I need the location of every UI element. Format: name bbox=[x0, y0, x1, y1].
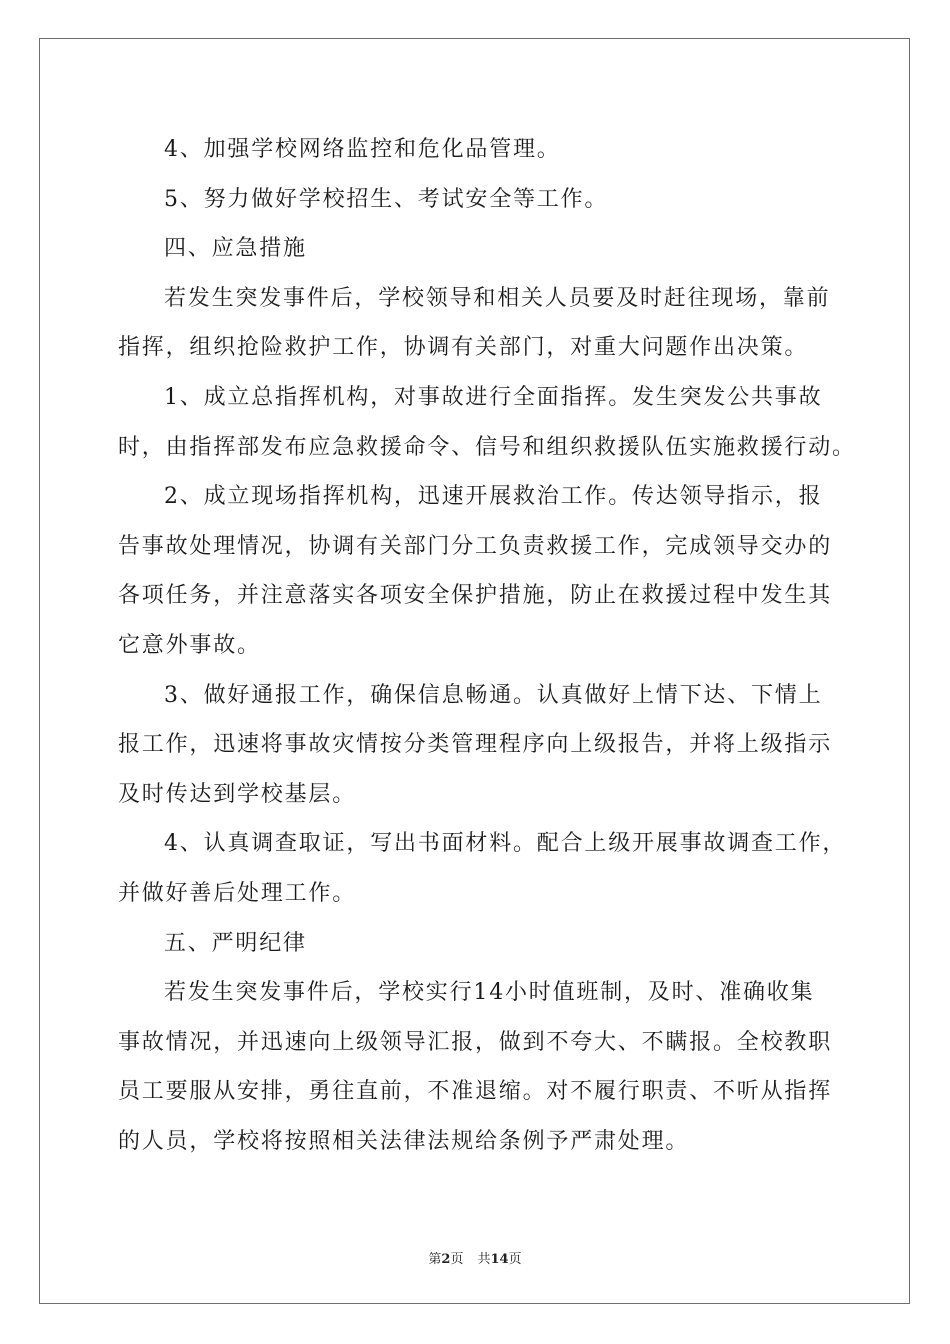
text-line: 它意外事故。 bbox=[118, 632, 261, 658]
text-line: 若发生突发事件后，学校领导和相关人员要及时赶往现场，靠前 bbox=[164, 285, 831, 311]
text-line: 及时传达到学校基层。 bbox=[118, 781, 357, 807]
text-line: 的人员，学校将按照相关法律法规给条例予严肃处理。 bbox=[118, 1128, 690, 1154]
text-line: 并做好善后处理工作。 bbox=[118, 880, 357, 906]
text-line: 报工作，迅速将事故灾情按分类管理程序向上级报告，并将上级指示 bbox=[118, 732, 833, 758]
text-line: 告事故处理情况，协调有关部门分工负责救援工作，完成领导交办的 bbox=[118, 533, 833, 559]
text-line: 若发生突发事件后，学校实行14小时值班制，及时、准确收集 bbox=[164, 980, 815, 1006]
text-line: 4、加强学校网络监控和危化品管理。 bbox=[164, 137, 561, 162]
document-body bbox=[118, 125, 856, 1166]
text-line: 1、成立总指挥机构，对事故进行全面指挥。发生突发公共事故 bbox=[164, 384, 823, 410]
text-line: 2、成立现场指挥机构，迅速开展救治工作。传达领导指示，报 bbox=[164, 484, 823, 510]
text-line: 各项任务，并注意落实各项安全保护措施，防止在救援过程中发生其 bbox=[118, 583, 833, 609]
text-line: 指挥，组织抢险救护工作，协调有关部门，对重大问题作出决策。 bbox=[118, 335, 809, 361]
text-line: 四、应急措施 bbox=[164, 236, 307, 262]
text-line: 时，由指挥部发布应急救援命令、信号和组织救援队伍实施救援行动。 bbox=[118, 434, 856, 460]
text-line: 3、做好通报工作，确保信息畅通。认真做好上情下达、下情上 bbox=[164, 682, 823, 708]
footer-total-suffix: 页 bbox=[508, 1252, 522, 1267]
text-line: 5、努力做好学校招生、考试安全等工作。 bbox=[164, 186, 609, 212]
footer-page-number: 2 bbox=[441, 1252, 451, 1267]
text-line: 事故情况，并迅速向上级领导汇报，做到不夸大、不瞒报。全校教职 bbox=[118, 1029, 833, 1055]
text-line: 员工要服从安排，勇往直前，不准退缩。对不履行职责、不听从指挥 bbox=[118, 1079, 833, 1105]
paragraph-lines bbox=[118, 125, 856, 1166]
footer-total-pages: 14 bbox=[490, 1252, 509, 1267]
page-footer bbox=[0, 1248, 950, 1267]
footer-page-suffix: 页 bbox=[450, 1252, 464, 1267]
text-line: 五、严明纪律 bbox=[164, 930, 307, 956]
footer-total-prefix: 共 bbox=[477, 1252, 491, 1267]
footer-page-prefix: 第 bbox=[428, 1252, 442, 1267]
text-line: 4、认真调查取证，写出书面材料。配合上级开展事故调查工作， bbox=[164, 831, 847, 857]
